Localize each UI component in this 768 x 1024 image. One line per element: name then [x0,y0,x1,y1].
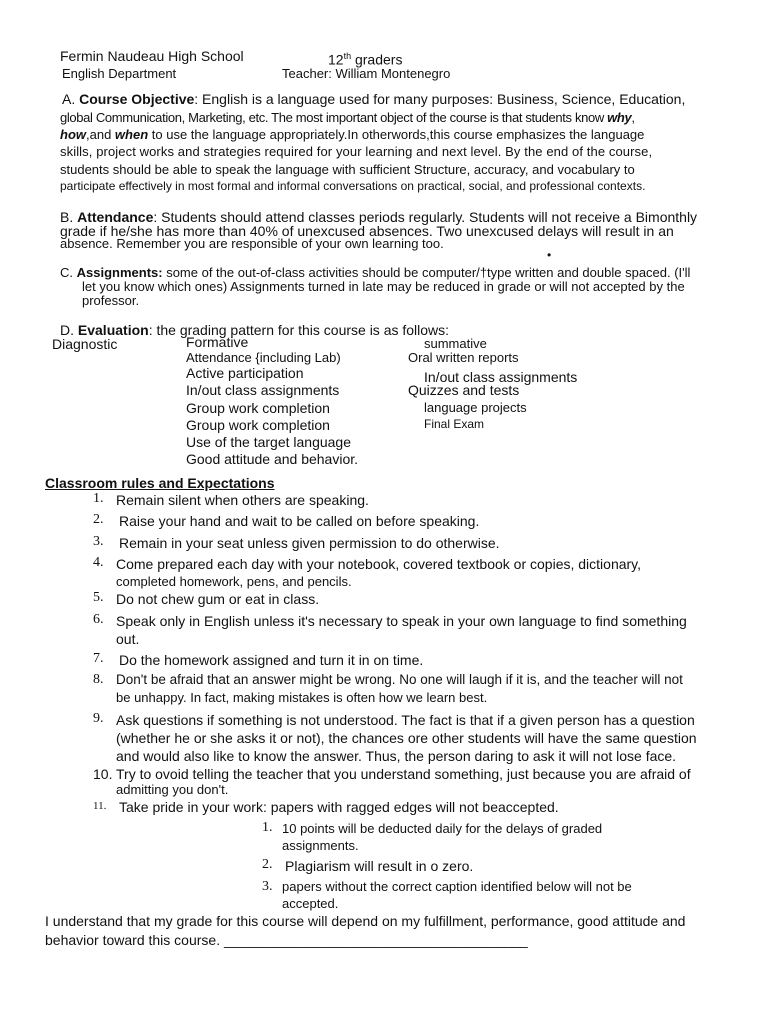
formative-label: Formative [186,334,249,350]
rule-number: 11. [93,800,107,812]
formative-item: Good attitude and behavior. [186,451,359,467]
rule-number: 9. [93,711,104,726]
assignments-heading: Assignments: [76,265,163,280]
rule-10-line-1: Try to ovoid telling the teacher that you understand something, just because you are afraid of [116,766,691,782]
rule-6-line-2: out. [116,631,140,647]
sub-rule-number: 1. [262,820,273,835]
school-name: Fermin Naudeau High School [60,48,244,64]
rule-1: Remain silent when others are speaking. [116,492,369,508]
summative-item: Quizzes and tests [408,382,520,398]
rule-11: Take pride in your work: papers with ragged edges will not beaccepted. [119,799,559,815]
evaluation-heading: Evaluation [77,322,149,338]
summative-item: Final Exam [424,417,485,431]
rule-number: 5. [93,590,104,605]
rule-number: 4. [93,555,104,570]
rules-heading: Classroom rules and Expectations [45,475,275,491]
attendance-line-2: grade if he/she has more than 40% of unexcused absences. Two unexcused delays will result in an [60,223,674,239]
summative-label: summative [424,336,487,351]
rule-number: 3. [93,534,104,549]
objective-line-6: participate effectively in most formal and informal conversations on practical, social, and professional contexts. [60,179,646,193]
objective-line-4: skills, project works and strategies required for your learning and next level. By the end of the course, [60,144,653,159]
formative-item: Group work completion [186,400,330,416]
sub-rule-number: 3. [262,879,273,894]
objective-line-1: A. Course Objective: English is a language used for many purposes: Business, Science, Education, [62,91,686,107]
rule-number: 1. [93,491,104,506]
rule-7: Do the homework assigned and turn it in on time. [119,652,424,668]
grade-superscript: th [343,51,352,61]
formative-item: Group work completion [186,417,330,433]
assignments-line-2: let you know which ones) Assignments turned in late may be reduced in grade or will not accepted by the [82,279,685,294]
sub-rule-3-line-1: papers without the correct caption identified below will not be [282,879,632,894]
rule-2: Raise your hand and wait to be called on before speaking. [119,513,480,529]
closing-line-2: behavior toward this course. _______________________________________ [45,932,528,948]
summative-item: In/out class assignments [424,369,578,385]
attendance-line-3: absence. Remember you are responsible of your own learning too. [60,236,444,251]
rule-4-line-2: completed homework, pens, and pencils. [116,574,352,589]
sub-rule-1-line-2: assignments. [282,838,359,853]
formative-item: Use of the target language [186,434,352,450]
rule-8-line-1: Don't be afraid that an answer might be wrong. No one will laugh if it is, and the teacher will not [116,672,683,687]
sub-rule-number: 2. [262,857,273,872]
objective-line-3: how,and when to use the language appropriately.In otherwords,this course emphasizes the language [60,127,645,142]
formative-item: Attendance {including Lab) [186,350,341,365]
assignments-line-3: professor. [82,293,140,308]
rule-number: 10. [93,766,113,782]
grade-word: graders [351,51,403,68]
department: English Department [62,66,177,81]
sub-rule-1-line-1: 10 points will be deducted daily for the delays of graded [282,821,603,836]
attendance-heading: Attendance [77,209,154,225]
rule-9-line-3: and would also like to know the answer. Thus, the person daring to ask it will not lose face. [116,748,677,764]
objective-line-2: global Communication, Marketing, etc. The most important object of the course is that students know why, [60,110,635,125]
summative-item: language projects [424,400,527,415]
rule-3: Remain in your seat unless given permission to do otherwise. [119,535,500,551]
rule-9-line-2: (whether he or she asks it or not), the chances ore other students will have the same question [116,730,697,746]
rule-6-line-1: Speak only in English unless it's necessary to speak in your own language to find something [116,613,687,629]
rule-4-line-1: Come prepared each day with your notebook, covered textbook or copies, dictionary, [116,556,642,572]
grade-number: 12 [328,51,344,68]
bullet-dot: • [547,248,552,262]
formative-item: In/out class assignments [186,382,340,398]
objective-heading: Course Objective [79,91,195,107]
rule-5: Do not chew gum or eat in class. [116,591,320,607]
attendance-line-1: B. Attendance: Students should attend classes periods regularly. Students will not receive a Bimonthly [60,209,698,225]
evaluation-line: D. Evaluation: the grading pattern for this course is as follows: [60,322,450,338]
closing-line-1: I understand that my grade for this course will depend on my fulfillment, performance, good attitude and [45,913,686,929]
rule-number: 6. [93,612,104,627]
rule-number: 7. [93,651,104,666]
rule-10-line-2: admitting you don't. [116,782,229,797]
rule-8-line-2: be unhappy. In fact, making mistakes is often how we learn best. [116,690,488,705]
teacher: Teacher: William Montenegro [282,66,451,81]
assignments-line-1: C. Assignments: some of the out-of-class activities should be computer/†type written and double spaced. (I'll [60,265,691,280]
summative-item: Oral written reports [408,350,519,365]
sub-rule-2: Plagiarism will result in o zero. [285,858,474,874]
formative-item: Active participation [186,365,304,381]
objective-line-5: students should be able to speak the language with sufficient Structure, accuracy, and vocabulary to [60,162,635,177]
rule-number: 2. [93,512,104,527]
rule-number: 8. [93,672,104,687]
grade-level [328,48,402,68]
sub-rule-3-line-2: accepted. [282,896,339,911]
rule-9-line-1: Ask questions if something is not understood. The fact is that if a given person has a question [116,712,695,728]
signature-blank[interactable]: _______________________________________ [223,932,528,948]
diagnostic-label: Diagnostic [52,336,118,352]
